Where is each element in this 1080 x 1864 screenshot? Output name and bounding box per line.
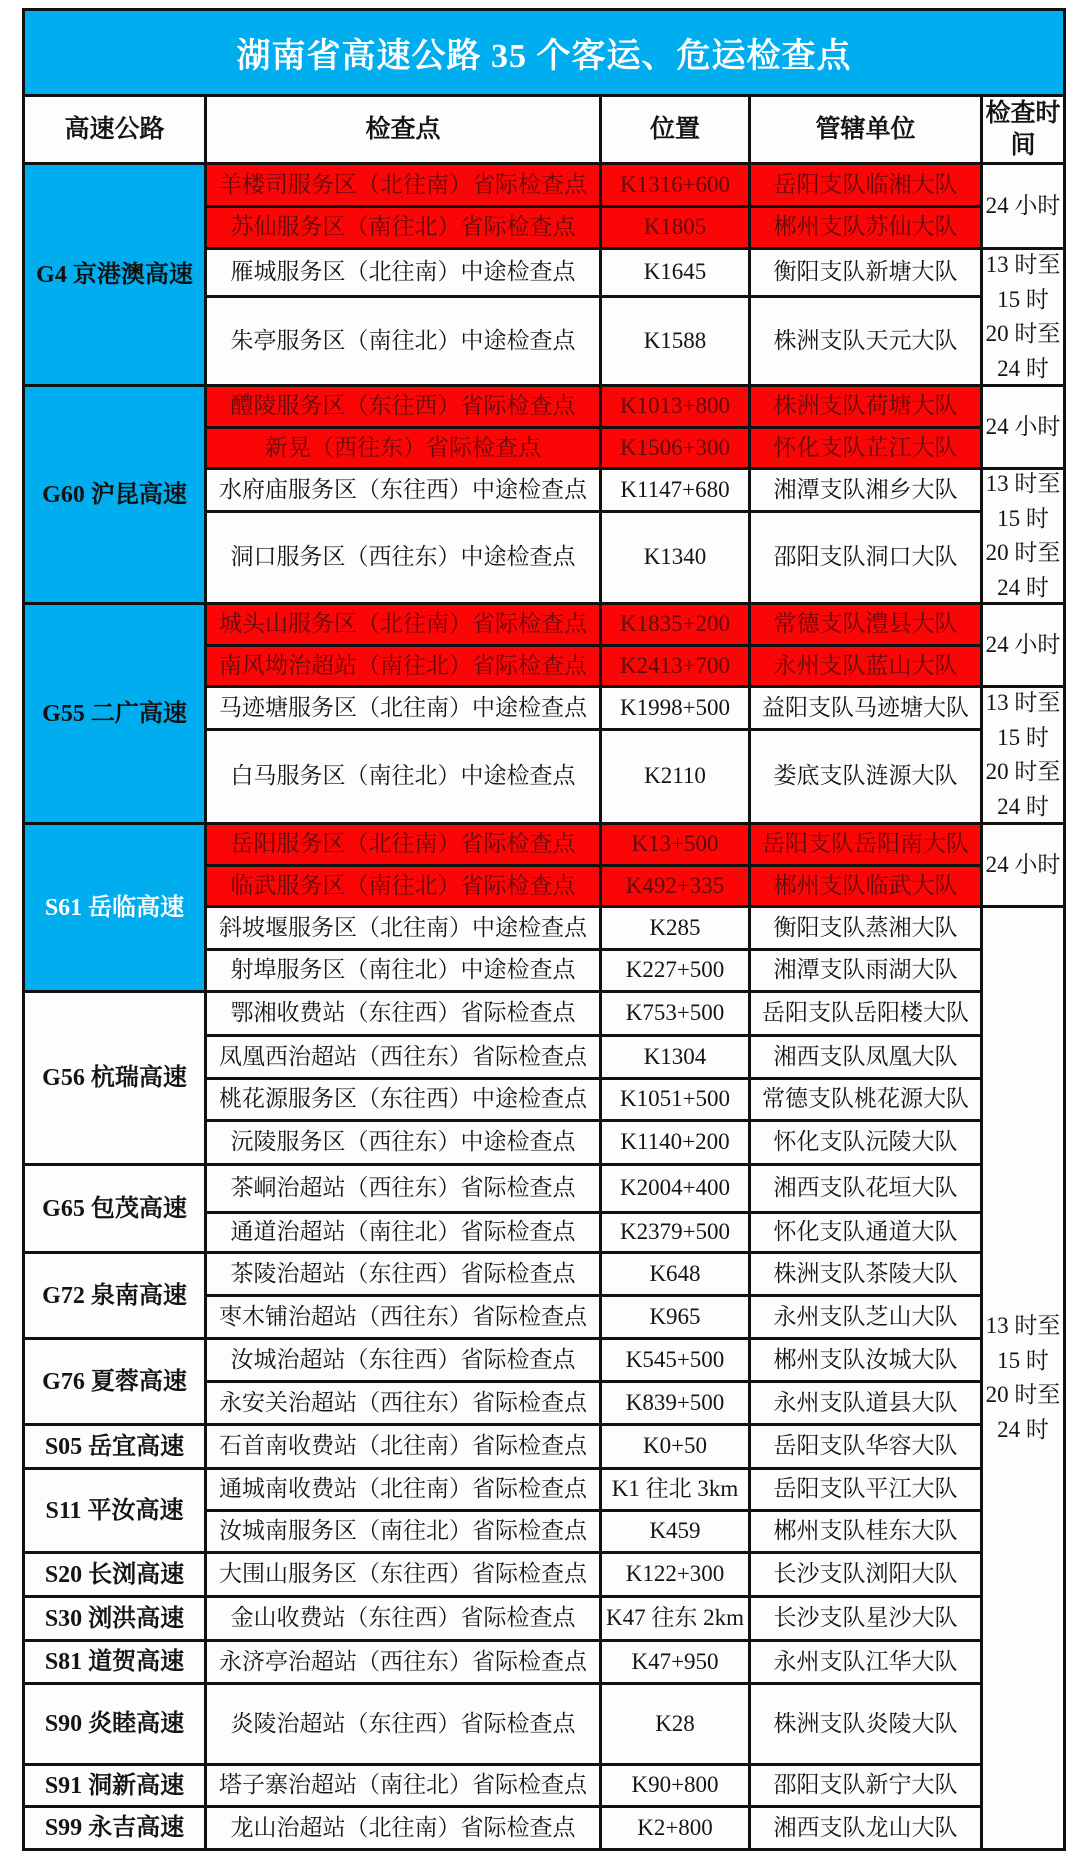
location-cell: K1316+600 (602, 165, 748, 205)
unit-cell: 郴州支队临武大队 (751, 867, 980, 905)
header-time-line2: 间 (1010, 131, 1036, 159)
time-cell-24h: 24 小时 (983, 825, 1063, 905)
location-cell: K1140+200 (602, 1122, 748, 1163)
time-cell-partial (983, 250, 1063, 384)
checkpoint-cell: 苏仙服务区（南往北）省际检查点 (207, 208, 599, 247)
time-line: 24 时 (997, 1416, 1049, 1442)
checkpoint-cell: 凤凰西治超站（西往东）省际检查点 (207, 1037, 599, 1077)
highway-cell-s11: S11 平汝高速 (25, 1470, 204, 1551)
unit-cell: 株洲支队荷塘大队 (751, 387, 980, 426)
header-unit: 管辖单位 (751, 97, 980, 162)
unit-cell: 株洲支队天元大队 (751, 298, 980, 384)
location-cell: K1506+300 (602, 429, 748, 467)
checkpoint-cell: 炎陵治超站（东往西）省际检查点 (207, 1685, 599, 1763)
location-cell: K839+500 (602, 1383, 748, 1423)
checkpoint-cell: 城头山服务区（北往南）省际检查点 (207, 605, 599, 644)
checkpoint-cell: 鄂湘收费站（东往西）省际检查点 (207, 993, 599, 1034)
header-location: 位置 (602, 97, 748, 162)
location-cell: K1051+500 (602, 1080, 748, 1119)
header-time-line1: 检查时 (985, 100, 1061, 128)
location-cell: K90+800 (602, 1766, 748, 1805)
time-line: 15 时 (997, 724, 1049, 750)
time-cell-partial (983, 688, 1063, 822)
checkpoint-cell: 桃花源服务区（东往西）中途检查点 (207, 1080, 599, 1119)
unit-cell: 株洲支队炎陵大队 (751, 1685, 980, 1763)
highway-cell-g4: G4 京港澳高速 (25, 165, 204, 384)
highway-cell-g76: G76 夏蓉高速 (25, 1340, 204, 1423)
unit-cell: 岳阳支队临湘大队 (751, 165, 980, 205)
time-line: 15 时 (997, 505, 1049, 531)
unit-cell: 益阳支队马迹塘大队 (751, 688, 980, 728)
location-cell: K753+500 (602, 993, 748, 1034)
checkpoint-cell: 白马服务区（南往北）中途检查点 (207, 731, 599, 822)
unit-cell: 长沙支队浏阳大队 (751, 1554, 980, 1595)
unit-cell: 永州支队道县大队 (751, 1383, 980, 1423)
time-line: 13 时至 (985, 1313, 1061, 1338)
highway-cell-g60: G60 沪昆高速 (25, 387, 204, 602)
unit-cell: 永州支队蓝山大队 (751, 647, 980, 685)
checkpoint-cell: 斜坡堰服务区（北往南）中途检查点 (207, 908, 599, 948)
checkpoint-cell: 洞口服务区（西往东）中途检查点 (207, 513, 599, 602)
highway-cell-s99: S99 永吉高速 (25, 1808, 204, 1848)
time-cell-24h: 24 小时 (983, 387, 1063, 467)
checkpoint-cell: 新晃（西往东）省际检查点 (207, 429, 599, 467)
checkpoint-cell: 茶峒治超站（西往东）省际检查点 (207, 1166, 599, 1211)
checkpoint-cell: 永安关治超站（西往东）省际检查点 (207, 1383, 599, 1423)
time-line: 15 时 (997, 1347, 1049, 1373)
time-line: 20 时至 (985, 540, 1061, 565)
highway-cell-g55: G55 二广高速 (25, 605, 204, 822)
unit-cell: 株洲支队茶陵大队 (751, 1254, 980, 1294)
highway-cell-s30: S30 浏洪高速 (25, 1598, 204, 1639)
unit-cell: 湘西支队花垣大队 (751, 1166, 980, 1211)
unit-cell: 湘潭支队湘乡大队 (751, 470, 980, 510)
unit-cell: 岳阳支队平江大队 (751, 1470, 980, 1509)
checkpoint-cell: 射埠服务区（南往北）中途检查点 (207, 951, 599, 990)
location-cell: K122+300 (602, 1554, 748, 1595)
checkpoint-cell: 南风坳治超站（南往北）省际检查点 (207, 647, 599, 685)
location-cell: K545+500 (602, 1340, 748, 1380)
time-line: 20 时至 (985, 321, 1061, 346)
checkpoint-cell: 大围山服务区（东往西）省际检查点 (207, 1554, 599, 1595)
location-cell: K2+800 (602, 1808, 748, 1848)
location-cell: K1805 (602, 208, 748, 247)
time-line: 15 时 (997, 286, 1049, 312)
location-cell: K1147+680 (602, 470, 748, 510)
unit-cell: 郴州支队汝城大队 (751, 1340, 980, 1380)
time-cell-partial-large (983, 908, 1063, 1848)
location-cell: K1340 (602, 513, 748, 602)
unit-cell: 郴州支队苏仙大队 (751, 208, 980, 247)
unit-cell: 常德支队澧县大队 (751, 605, 980, 644)
checkpoint-cell: 羊楼司服务区（北往南）省际检查点 (207, 165, 599, 205)
location-cell: K2004+400 (602, 1166, 748, 1211)
highway-cell-s61: S61 岳临高速 (25, 825, 204, 990)
location-cell: K227+500 (602, 951, 748, 990)
header-checkpoint: 检查点 (207, 97, 599, 162)
location-cell: K2413+700 (602, 647, 748, 685)
unit-cell: 湘西支队凤凰大队 (751, 1037, 980, 1077)
highway-cell-s20: S20 长浏高速 (25, 1554, 204, 1595)
location-cell: K459 (602, 1512, 748, 1551)
time-line: 13 时至 (985, 252, 1061, 277)
checkpoint-cell: 临武服务区（南往北）省际检查点 (207, 867, 599, 905)
checkpoint-cell: 水府庙服务区（东往西）中途检查点 (207, 470, 599, 510)
location-cell: K28 (602, 1685, 748, 1763)
location-cell: K13+500 (602, 825, 748, 864)
highway-cell-g56: G56 杭瑞高速 (25, 993, 204, 1163)
unit-cell: 常德支队桃花源大队 (751, 1080, 980, 1119)
time-line: 24 时 (997, 574, 1049, 600)
location-cell: K1998+500 (602, 688, 748, 728)
checkpoint-cell: 通道治超站（南往北）省际检查点 (207, 1214, 599, 1251)
checkpoint-cell: 通城南收费站（北往南）省际检查点 (207, 1470, 599, 1509)
checkpoint-cell: 汝城治超站（东往西）省际检查点 (207, 1340, 599, 1380)
checkpoint-cell: 醴陵服务区（东往西）省际检查点 (207, 387, 599, 426)
unit-cell: 邵阳支队新宁大队 (751, 1766, 980, 1805)
checkpoint-cell: 永济亭治超站（西往东）省际检查点 (207, 1642, 599, 1682)
highway-cell-s90: S90 炎睦高速 (25, 1685, 204, 1763)
highway-cell-s91: S91 洞新高速 (25, 1766, 204, 1805)
unit-cell: 邵阳支队洞口大队 (751, 513, 980, 602)
unit-cell: 娄底支队涟源大队 (751, 731, 980, 822)
highway-cell-s05: S05 岳宜高速 (25, 1426, 204, 1467)
location-cell: K1304 (602, 1037, 748, 1077)
unit-cell: 永州支队江华大队 (751, 1642, 980, 1682)
location-cell: K648 (602, 1254, 748, 1294)
location-cell: K47+950 (602, 1642, 748, 1682)
checkpoint-cell: 岳阳服务区（北往南）省际检查点 (207, 825, 599, 864)
unit-cell: 怀化支队通道大队 (751, 1214, 980, 1251)
unit-cell: 岳阳支队岳阳楼大队 (751, 993, 980, 1034)
location-cell: K1645 (602, 250, 748, 295)
unit-cell: 岳阳支队岳阳南大队 (751, 825, 980, 864)
unit-cell: 长沙支队星沙大队 (751, 1598, 980, 1639)
checkpoint-cell: 马迹塘服务区（北往南）中途检查点 (207, 688, 599, 728)
highway-cell-g72: G72 泉南高速 (25, 1254, 204, 1337)
location-cell: K1 往北 3km (602, 1470, 748, 1509)
unit-cell: 衡阳支队新塘大队 (751, 250, 980, 295)
time-line: 13 时至 (985, 690, 1061, 715)
location-cell: K2110 (602, 731, 748, 822)
unit-cell: 衡阳支队蒸湘大队 (751, 908, 980, 948)
location-cell: K965 (602, 1297, 748, 1337)
checkpoint-cell: 金山收费站（东往西）省际检查点 (207, 1598, 599, 1639)
checkpoint-cell: 枣木铺治超站（西往东）省际检查点 (207, 1297, 599, 1337)
location-cell: K2379+500 (602, 1214, 748, 1251)
checkpoint-cell: 雁城服务区（北往南）中途检查点 (207, 250, 599, 295)
location-cell: K1835+200 (602, 605, 748, 644)
unit-cell: 怀化支队沅陵大队 (751, 1122, 980, 1163)
checkpoint-cell: 茶陵治超站（东往西）省际检查点 (207, 1254, 599, 1294)
location-cell: K492+335 (602, 867, 748, 905)
time-cell-partial (983, 470, 1063, 602)
location-cell: K0+50 (602, 1426, 748, 1467)
unit-cell: 岳阳支队华容大队 (751, 1426, 980, 1467)
unit-cell: 怀化支队芷江大队 (751, 429, 980, 467)
unit-cell: 郴州支队桂东大队 (751, 1512, 980, 1551)
header-time (983, 97, 1063, 162)
time-line: 20 时至 (985, 759, 1061, 784)
highway-cell-g65: G65 包茂高速 (25, 1166, 204, 1251)
location-cell: K1013+800 (602, 387, 748, 426)
highway-cell-s81: S81 道贺高速 (25, 1642, 204, 1682)
location-cell: K285 (602, 908, 748, 948)
checkpoint-cell: 石首南收费站（北往南）省际检查点 (207, 1426, 599, 1467)
checkpoint-cell: 朱亭服务区（南往北）中途检查点 (207, 298, 599, 384)
unit-cell: 湘西支队龙山大队 (751, 1808, 980, 1848)
unit-cell: 湘潭支队雨湖大队 (751, 951, 980, 990)
checkpoint-cell: 龙山治超站（北往南）省际检查点 (207, 1808, 599, 1848)
time-line: 24 时 (997, 355, 1049, 381)
time-cell-24h: 24 小时 (983, 165, 1063, 247)
location-cell: K47 往东 2km (602, 1598, 748, 1639)
checkpoint-cell: 沅陵服务区（西往东）中途检查点 (207, 1122, 599, 1163)
checkpoint-cell: 汝城南服务区（南往北）省际检查点 (207, 1512, 599, 1551)
checkpoint-cell: 塔子寨治超站（南往北）省际检查点 (207, 1766, 599, 1805)
time-line: 24 时 (997, 793, 1049, 819)
page-title: 湖南省高速公路 35 个客运、危运检查点 (22, 8, 1066, 94)
header-highway: 高速公路 (25, 97, 204, 162)
time-line: 20 时至 (985, 1382, 1061, 1407)
location-cell: K1588 (602, 298, 748, 384)
time-cell-24h: 24 小时 (983, 605, 1063, 685)
unit-cell: 永州支队芝山大队 (751, 1297, 980, 1337)
checkpoint-table (22, 94, 1066, 1851)
time-line: 13 时至 (985, 471, 1061, 496)
